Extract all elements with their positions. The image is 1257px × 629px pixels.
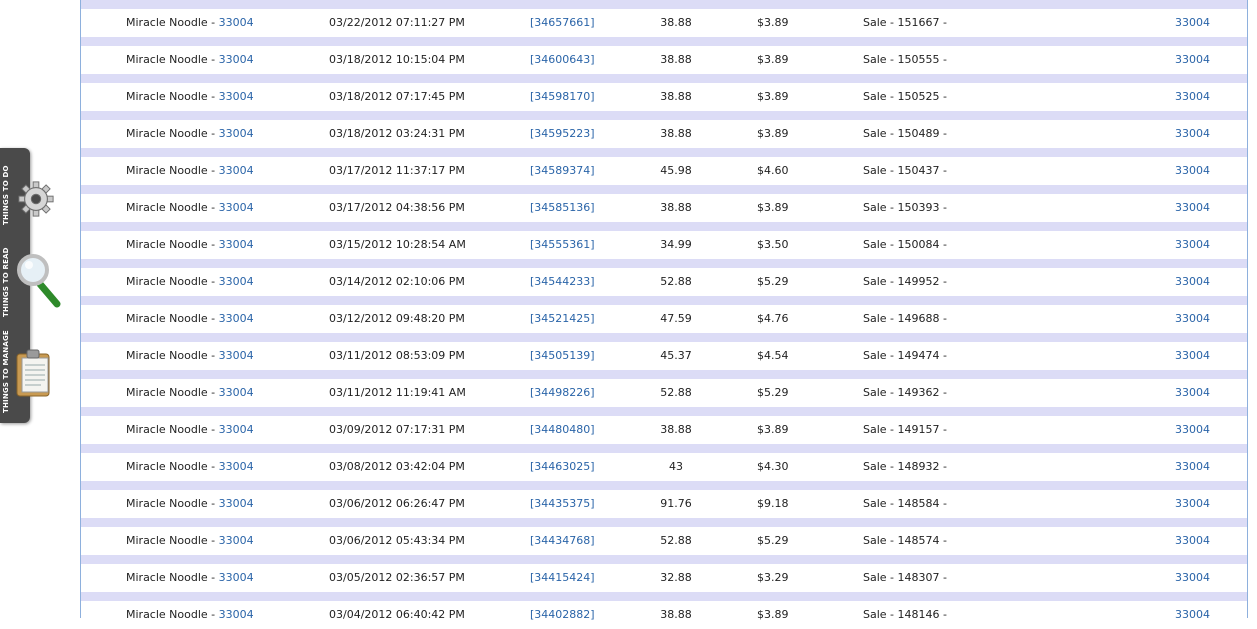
affiliate-id-link[interactable]: 33004 [1175, 312, 1210, 325]
product-id-link[interactable]: 33004 [218, 608, 254, 621]
date-cell: 03/22/2012 07:11:27 PM [329, 16, 465, 29]
gear-icon[interactable] [17, 180, 55, 218]
affiliate-id-link[interactable]: 33004 [1175, 127, 1210, 140]
sale-cell: Sale - 148574 - [863, 534, 947, 547]
product-id-link[interactable]: 33004 [218, 127, 254, 140]
product-cell [126, 416, 254, 444]
date-cell: 03/11/2012 11:19:41 AM [329, 386, 466, 399]
commission-cell: $3.29 [757, 571, 789, 584]
product-id-link[interactable]: 33004 [218, 312, 254, 325]
product-cell [126, 379, 254, 407]
product-cell [126, 120, 254, 148]
date-cell: 03/18/2012 10:15:04 PM [329, 53, 465, 66]
product-id-link[interactable]: 33004 [218, 571, 254, 584]
amount-cell: 52.88 [660, 386, 692, 399]
clipboard-icon[interactable] [14, 348, 54, 400]
product-id-link[interactable]: 33004 [218, 497, 254, 510]
product-cell [126, 490, 254, 518]
sale-cell: Sale - 150489 - [863, 127, 947, 140]
table-row [81, 444, 1247, 481]
amount-cell: 32.88 [660, 571, 692, 584]
product-name: Miracle Noodle - [126, 460, 219, 473]
table-row [81, 555, 1247, 592]
sale-cell: Sale - 150525 - [863, 90, 947, 103]
affiliate-id-link[interactable]: 33004 [1175, 349, 1210, 362]
commission-cell: $4.30 [757, 460, 789, 473]
affiliate-id-link[interactable]: 33004 [1175, 534, 1210, 547]
affiliate-id-link[interactable]: 33004 [1175, 201, 1210, 214]
amount-cell: 38.88 [660, 16, 692, 29]
product-id-link[interactable]: 33004 [218, 238, 254, 251]
order-link[interactable]: [34657661] [530, 16, 595, 29]
product-name: Miracle Noodle - [126, 275, 219, 288]
date-cell: 03/17/2012 04:38:56 PM [329, 201, 465, 214]
table-row [81, 148, 1247, 185]
commission-cell: $3.89 [757, 16, 789, 29]
product-name: Miracle Noodle - [126, 423, 219, 436]
commission-cell: $3.89 [757, 90, 789, 103]
table-row [81, 333, 1247, 370]
commission-cell: $4.76 [757, 312, 789, 325]
sale-cell: Sale - 150555 - [863, 53, 947, 66]
product-name: Miracle Noodle - [126, 608, 219, 621]
amount-cell: 45.37 [660, 349, 692, 362]
amount-cell: 38.88 [660, 53, 692, 66]
product-name: Miracle Noodle - [126, 90, 219, 103]
product-cell [126, 194, 254, 222]
commission-cell: $5.29 [757, 534, 789, 547]
table-row [81, 481, 1247, 518]
affiliate-id-link[interactable]: 33004 [1175, 238, 1210, 251]
sales-table [80, 0, 1248, 621]
product-cell [126, 83, 254, 111]
commission-cell: $3.89 [757, 608, 789, 621]
product-name: Miracle Noodle - [126, 238, 219, 251]
product-cell [126, 453, 254, 481]
sale-cell: Sale - 151667 - [863, 16, 947, 29]
table-row [81, 518, 1247, 555]
commission-cell: $4.54 [757, 349, 789, 362]
commission-cell: $5.29 [757, 386, 789, 399]
order-link[interactable]: [34505139] [530, 349, 595, 362]
table-row [81, 592, 1247, 629]
table-row [81, 296, 1247, 333]
date-cell: 03/12/2012 09:48:20 PM [329, 312, 465, 325]
amount-cell: 38.88 [660, 127, 692, 140]
affiliate-id-link[interactable]: 33004 [1175, 386, 1210, 399]
sale-cell: Sale - 148932 - [863, 460, 947, 473]
date-cell: 03/09/2012 07:17:31 PM [329, 423, 465, 436]
sale-cell: Sale - 149688 - [863, 312, 947, 325]
tab-things-to-manage[interactable]: THINGS TO MANAGE [2, 330, 10, 414]
product-cell [126, 342, 254, 370]
affiliate-id-link[interactable]: 33004 [1175, 497, 1210, 510]
date-cell: 03/18/2012 07:17:45 PM [329, 90, 465, 103]
product-name: Miracle Noodle - [126, 534, 219, 547]
affiliate-id-link[interactable]: 33004 [1175, 608, 1210, 621]
sale-cell: Sale - 148307 - [863, 571, 947, 584]
sale-cell: Sale - 149952 - [863, 275, 947, 288]
sale-cell: Sale - 148584 - [863, 497, 947, 510]
order-link[interactable]: [34598170] [530, 90, 595, 103]
sale-cell: Sale - 150084 - [863, 238, 947, 251]
date-cell: 03/08/2012 03:42:04 PM [329, 460, 465, 473]
commission-cell: $3.89 [757, 127, 789, 140]
product-id-link[interactable]: 33004 [218, 460, 254, 473]
product-id-link[interactable]: 33004 [218, 386, 254, 399]
table-row [81, 370, 1247, 407]
product-id-link[interactable]: 33004 [218, 349, 254, 362]
date-cell: 03/17/2012 11:37:17 PM [329, 164, 465, 177]
order-link[interactable]: [34435375] [530, 497, 595, 510]
table-row [81, 0, 1247, 37]
product-cell [126, 9, 254, 37]
product-cell [126, 268, 254, 296]
affiliate-id-link[interactable]: 33004 [1175, 423, 1210, 436]
sale-cell: Sale - 149157 - [863, 423, 947, 436]
affiliate-id-link[interactable]: 33004 [1175, 16, 1210, 29]
affiliate-id-link[interactable]: 33004 [1175, 164, 1210, 177]
affiliate-id-link[interactable]: 33004 [1175, 275, 1210, 288]
amount-cell: 43 [669, 460, 683, 473]
product-cell [126, 527, 254, 555]
affiliate-id-link[interactable]: 33004 [1175, 571, 1210, 584]
amount-cell: 38.88 [660, 90, 692, 103]
product-name: Miracle Noodle - [126, 53, 219, 66]
table-row [81, 259, 1247, 296]
commission-cell: $3.89 [757, 53, 789, 66]
product-name: Miracle Noodle - [126, 497, 219, 510]
product-name: Miracle Noodle - [126, 201, 219, 214]
order-link[interactable]: [34434768] [530, 534, 595, 547]
commission-cell: $3.50 [757, 238, 789, 251]
sale-cell: Sale - 149474 - [863, 349, 947, 362]
amount-cell: 45.98 [660, 164, 692, 177]
date-cell: 03/06/2012 05:43:34 PM [329, 534, 465, 547]
date-cell: 03/11/2012 08:53:09 PM [329, 349, 465, 362]
product-cell [126, 601, 254, 629]
product-name: Miracle Noodle - [126, 127, 219, 140]
product-id-link[interactable]: 33004 [218, 164, 254, 177]
order-link[interactable]: [34589374] [530, 164, 595, 177]
date-cell: 03/15/2012 10:28:54 AM [329, 238, 466, 251]
table-row [81, 111, 1247, 148]
order-link[interactable]: [34463025] [530, 460, 595, 473]
commission-cell: $3.89 [757, 423, 789, 436]
tab-things-to-do[interactable]: THINGS TO DO [2, 165, 10, 225]
product-name: Miracle Noodle - [126, 16, 219, 29]
tab-things-to-read[interactable]: THINGS TO READ [2, 247, 10, 317]
order-link[interactable]: [34595223] [530, 127, 595, 140]
amount-cell: 52.88 [660, 534, 692, 547]
amount-cell: 34.99 [660, 238, 692, 251]
table-row [81, 222, 1247, 259]
product-name: Miracle Noodle - [126, 386, 219, 399]
date-cell: 03/14/2012 02:10:06 PM [329, 275, 465, 288]
amount-cell: 47.59 [660, 312, 692, 325]
affiliate-id-link[interactable]: 33004 [1175, 53, 1210, 66]
amount-cell: 38.88 [660, 423, 692, 436]
sale-cell: Sale - 150437 - [863, 164, 947, 177]
product-id-link[interactable]: 33004 [218, 423, 254, 436]
product-id-link[interactable]: 33004 [218, 90, 254, 103]
product-cell [126, 157, 254, 185]
date-cell: 03/05/2012 02:36:57 PM [329, 571, 465, 584]
commission-cell: $5.29 [757, 275, 789, 288]
sale-cell: Sale - 148146 - [863, 608, 947, 621]
table-row [81, 37, 1247, 74]
order-link[interactable]: [34585136] [530, 201, 595, 214]
product-cell [126, 46, 254, 74]
date-cell: 03/04/2012 06:40:42 PM [329, 608, 465, 621]
sale-cell: Sale - 149362 - [863, 386, 947, 399]
product-id-link[interactable]: 33004 [218, 53, 254, 66]
sale-cell: Sale - 150393 - [863, 201, 947, 214]
product-name: Miracle Noodle - [126, 571, 219, 584]
amount-cell: 38.88 [660, 201, 692, 214]
commission-cell: $9.18 [757, 497, 789, 510]
table-row [81, 74, 1247, 111]
product-id-link[interactable]: 33004 [218, 534, 254, 547]
order-link[interactable]: [34555361] [530, 238, 595, 251]
affiliate-id-link[interactable]: 33004 [1175, 90, 1210, 103]
product-id-link[interactable]: 33004 [218, 201, 254, 214]
order-link[interactable]: [34521425] [530, 312, 595, 325]
order-link[interactable]: [34498226] [530, 386, 595, 399]
table-row [81, 407, 1247, 444]
date-cell: 03/06/2012 06:26:47 PM [329, 497, 465, 510]
product-id-link[interactable]: 33004 [218, 275, 254, 288]
amount-cell: 38.88 [660, 608, 692, 621]
product-name: Miracle Noodle - [126, 312, 219, 325]
order-link[interactable]: [34402882] [530, 608, 595, 621]
commission-cell: $4.60 [757, 164, 789, 177]
magnifier-icon[interactable] [15, 252, 63, 308]
product-cell [126, 305, 254, 333]
order-link[interactable]: [34600643] [530, 53, 595, 66]
product-cell [126, 231, 254, 259]
product-name: Miracle Noodle - [126, 164, 219, 177]
date-cell: 03/18/2012 03:24:31 PM [329, 127, 465, 140]
table-row [81, 185, 1247, 222]
product-name: Miracle Noodle - [126, 349, 219, 362]
product-id-link[interactable]: 33004 [218, 16, 254, 29]
commission-cell: $3.89 [757, 201, 789, 214]
amount-cell: 91.76 [660, 497, 692, 510]
order-link[interactable]: [34415424] [530, 571, 595, 584]
product-cell [126, 564, 254, 592]
amount-cell: 52.88 [660, 275, 692, 288]
affiliate-id-link[interactable]: 33004 [1175, 460, 1210, 473]
order-link[interactable]: [34544233] [530, 275, 595, 288]
order-link[interactable]: [34480480] [530, 423, 595, 436]
